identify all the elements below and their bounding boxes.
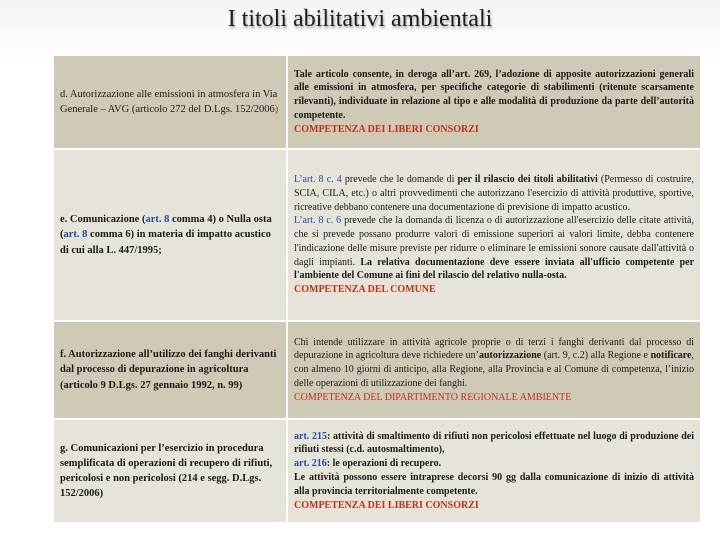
table-row xyxy=(54,56,700,150)
competence-label: COMPETENZA DEL DIPARTIMENTO REGIONALE AMBIENTE xyxy=(294,391,572,403)
law-link[interactable]: art. 215 xyxy=(294,430,327,442)
table-row xyxy=(54,150,700,322)
row-e-title: e. Comunicazione (art. 8 comma 4) o Nulla osta (art. 8 comma 6) in materia di impatto acustico di cui alla L. 447/1995; xyxy=(54,150,288,322)
table-row xyxy=(54,420,700,522)
row-g-title: g. Comunicazioni per l’esercizio in procedura semplificata di operazioni di recupero di rifiuti, pericolosi e non pericolosi (214 e segg. D.Lgs. 152/2006) xyxy=(54,420,288,522)
page-title: I titoli abilitativi ambientali xyxy=(227,6,493,32)
law-link[interactable]: L’art. 8 c. 6 xyxy=(294,215,342,227)
row-e-description: L’art. 8 c. 4 prevede che le domande di per il rilascio dei titoli abilitativi (Permesso di costruire, SCIA, CILA, etc.) o altri provvedimenti che autorizzano l'esercizio di attività produttive, sportive, ricreative debbano contenere una documentazione di previsione di impatto acustico. L’art. 8 c. 6 prevede che la domanda di licenza o di autorizzazione all'esercizio delle citate attività, che si prevede possano produrre valori di emissione superiori ai valori limite, debba contenere l'indicazione delle misure previste per ridurre o eliminare le emissioni sonore causate dall'attività o dagli impianti. La relativa documentazione deve essere inviata all'ufficio competente per l'ambiente del Comune ai fini del rilascio del relativo nulla-osta. COMPETENZA DEL COMUNE xyxy=(288,150,700,322)
row-f-description: Chi intende utilizzare in attività agricole proprie o di terzi i fanghi derivanti dal processo di depurazione in agricoltura deve richiedere un’autorizzazione (art. 9, c.2) alla Regione e notificare, con almeno 10 giorni di anticipo, alla Regione, alla Provincia e al Comune di competenza, l’inizio delle operazioni di utilizzazione dei fanghi. COMPETENZA DEL DIPARTIMENTO REGIONALE AMBIENTE xyxy=(288,322,700,420)
competence-label: COMPETENZA DEI LIBERI CONSORZI xyxy=(294,499,479,511)
row-d-title: d. Autorizzazione alle emissioni in atmosfera in Via Generale – AVG (articolo 272 del D.Lgs. 152/2006) xyxy=(54,56,288,150)
competence-label: COMPETENZA DEL COMUNE xyxy=(294,284,436,296)
law-link[interactable]: art. 8 xyxy=(63,229,88,241)
permits-table xyxy=(54,56,700,522)
competence-label: COMPETENZA DEI LIBERI CONSORZI xyxy=(294,123,479,135)
row-d-description: Tale articolo consente, in deroga all’art. 269, l’adozione di apposite autorizzazioni generali alle emissioni in atmosfera, per specifiche categorie di stabilimenti (ritenute scarsamente rilevanti), individuate in relazione al tipo e alle modalità di produzione da parte dell’autorità competente. COMPETENZA DEI LIBERI CONSORZI xyxy=(288,56,700,150)
row-f-title: f. Autorizzazione all’utilizzo dei fanghi derivanti dal processo di depurazione in agricoltura (articolo 9 D.Lgs. 27 gennaio 1992, n. 99) xyxy=(54,322,288,420)
law-link[interactable]: art. 216 xyxy=(294,458,327,470)
law-link[interactable]: art. 8 xyxy=(145,214,170,226)
law-link[interactable]: L’art. 8 c. 4 xyxy=(294,173,342,185)
table-row xyxy=(54,322,700,420)
row-g-description: art. 215: attività di smaltimento di rifiuti non pericolosi effettuate nel luogo di produzione dei rifiuti stessi (c.d. autosmaltimento), art. 216: le operazioni di recupero. Le attività possono essere intraprese decorsi 90 gg dalla comunicazione di inizio di attività alla provincia territorialmente competente. COMPETENZA DEI LIBERI CONSORZI xyxy=(288,420,700,522)
